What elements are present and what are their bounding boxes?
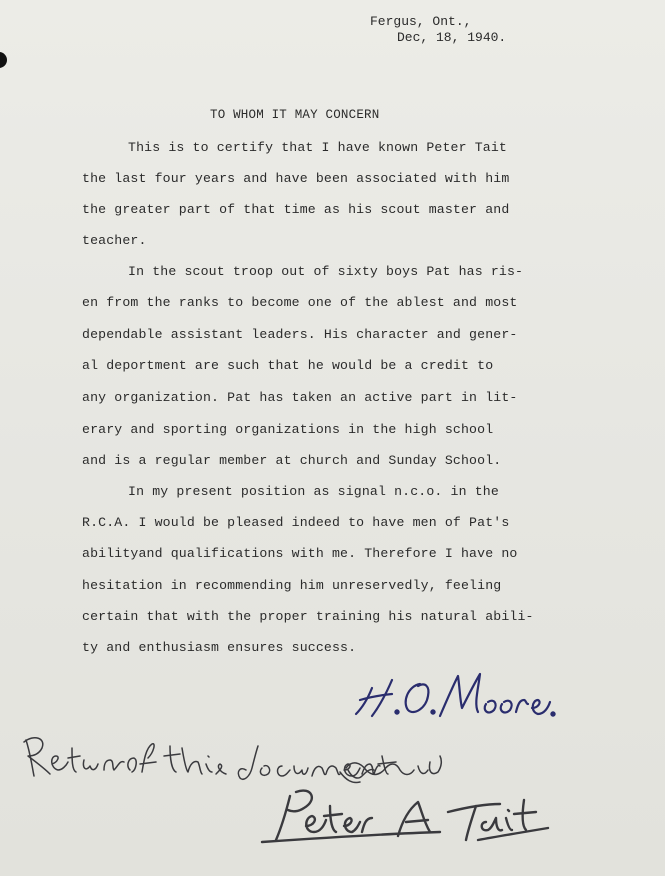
body-line: teacher. — [82, 233, 147, 248]
body-line: certain that with the proper training his natural abili- — [82, 609, 534, 624]
signature-tait — [262, 791, 548, 842]
body-line: the greater part of that time as his scout master and — [82, 202, 510, 217]
body-line: ty and enthusiasm ensures success. — [82, 640, 357, 655]
body-line: In my present position as signal n.c.o. in the — [128, 484, 499, 499]
body-line: dependable assistant leaders. His character and gener- — [82, 327, 518, 342]
body-line: abilityand qualifications with me. Therefore I have no — [82, 546, 518, 561]
body-line: erary and sporting organizations in the high school — [82, 422, 494, 437]
body-line: the last four years and have been associated with him — [82, 171, 510, 186]
signature-moore — [356, 674, 555, 716]
salutation: TO WHOM IT MAY CONCERN — [210, 108, 380, 122]
body-line: any organization. Pat has taken an active part in lit- — [82, 390, 518, 405]
body-line: This is to certify that I have known Peter Tait — [128, 140, 507, 155]
body-line: en from the ranks to become one of the ablest and most — [82, 295, 518, 310]
date-text: Dec, 18, 1940. — [397, 30, 507, 45]
body-line: and is a regular member at church and Sunday School. — [82, 453, 502, 468]
place-text: Fergus, Ont., — [370, 14, 472, 29]
body-line: al deportment are such that he would be a credit to — [82, 358, 494, 373]
handwritten-note — [24, 738, 441, 783]
body-line: hesitation in recommending him unreservedly, feeling — [82, 578, 502, 593]
body-line: R.C.A. I would be pleased indeed to have men of Pat's — [82, 515, 510, 530]
body-line: In the scout troop out of sixty boys Pat has ris- — [128, 264, 524, 279]
